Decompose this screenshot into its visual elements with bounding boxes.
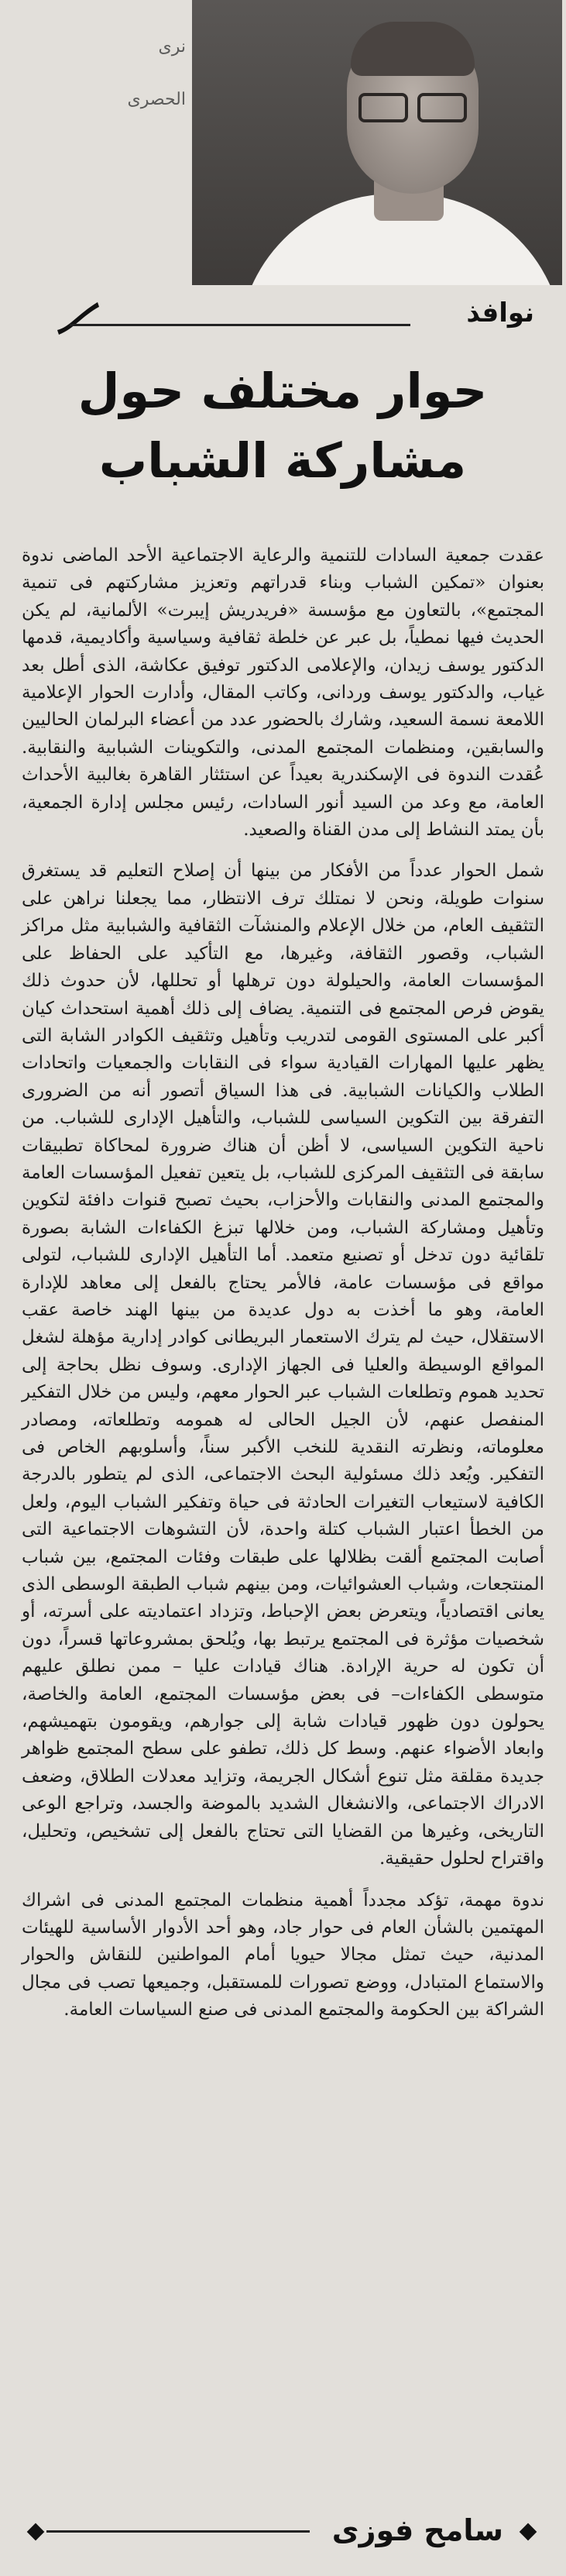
article-body: [22, 542, 544, 2024]
clipped-line: الحصرى: [127, 90, 186, 109]
article-paragraph: ندوة مهمة، تؤكد مجدداً أهمية منظمات المجتمع المدنى فى اشراك المهتمين بالشأن العام فى حوار جاد، وهو أحد الأدوار الأساسية للهيئات المدنية، حيث تمثل مجالا حيويا أمام المواطنين للنقاش والحوار والاستماع المتبادل، ووضع تصورات للمستقبل، وجميعها تصب فى مجال الشراكة بين الحكومة والمجتمع المدنى فى صنع السياسات العامة.: [22, 1890, 544, 2021]
author-byline: [15, 2504, 550, 2558]
author-photo: [192, 0, 562, 285]
photo-hair: [351, 22, 475, 76]
diamond-icon: [27, 2523, 45, 2541]
headline-line-1: حوار مختلف حول: [77, 363, 488, 419]
byline-rule: [46, 2530, 310, 2533]
clipped-line: نرى: [158, 37, 186, 57]
glasses-lens-right: [417, 93, 467, 122]
diamond-icon: [520, 2523, 537, 2541]
author-name: سامح فوزى: [331, 2513, 503, 2547]
headline-line-2: مشاركة الشباب: [98, 432, 467, 489]
swoosh-icon: [54, 299, 101, 335]
glasses-lens-left: [358, 93, 408, 122]
article-headline: [31, 356, 534, 496]
column-tag-rule: [70, 324, 410, 326]
article-paragraph: عقدت جمعية السادات للتنمية والرعاية الاجتماعية الأحد الماضى ندوة بعنوان «تمكين الشباب وبناء قدراتهم وتعزيز مشاركتهم فى تنمية المجتمع»، بالتعاون مع مؤسسة «فريدريش إيبرت» الألمانية، لم يكن الحديث فيها نمطياً، بل عبر عن خلطة ثقافية وسياسية وأكاديمية، قدمها الدكتور يوسف زيدان، والإعلامى الدكتور توفيق عكاشة، الذى أطل بعد غياب، والدكتور يوسف وردانى، وكاتب المقال، وأدارت الحوار الإعلامية اللامعة نسمة السعيد، وشارك بالحضور عدد من أعضاء البرلمان الحاليين والسابقين، ومنظمات المجتمع المدنى، والتكوينات الشبابية والنقابية. عُقدت الندوة فى الإسكندرية بعيداً عن استئثار القاهرة بغالبية الأحداث العامة، مع وعد من السيد أنور السادات، رئيس مجلس إدارة الجمعية، بأن يمتد النشاط إلى مدن القناة والصعيد.: [22, 545, 544, 841]
article-paragraph: شمل الحوار عدداً من الأفكار من بينها أن إصلاح التعليم قد يستغرق سنوات طويلة، ونحن لا نمتلك ترف الانتظار، مما يجعلنا نراهن على التثقيف العام، من خلال الإعلام والمنشآت الثقافية والشبابية مثل مراكز الشباب، وقصور الثقافة، وغيرها، مع التأكيد على الحفاظ على المؤسسات العامة، والحيلولة دون ترهلها أو تحللها، لأن حدوث ذلك يقوض فرص المجتمع فى التنمية. يضاف إلى ذلك أهمية استحداث كيان أكبر على المستوى القومى لتدريب وتأهيل وتثقيف الكوادر الشابة التى يظهر عليها المهارات القيادية سواء فى النقابات والجمعيات واتحادات الطلاب والكيانات الشبابية. فى هذا السياق أتصور أنه من الضرورى التفرقة بين التكوين السياسى للشباب، والتأهيل الإدارى للشباب. من ناحية التكوين السياسى، لا أظن أن هناك ضرورة لمحاكاة تطبيقات سابقة فى التثقيف المركزى للشباب، بل يتعين تفعيل المؤسسات العامة والمجتمع المدنى والنقابات والأحزاب، بحيث تصبح قنوات دافئة لتكوين وتأهيل ومشاركة الشباب، ومن خلالها تبزغ الكفاءات الشابة بصورة تلقائية دون تدخل أو تصنيع متعمد. أما التأهيل الإدارى للشباب، لتولى مواقع فى مؤسسات عامة، فالأمر يحتاج بالفعل إلى معاهد للإدارة العامة، وهو ما أخذت به دول عديدة من بينها الهند خاصة عقب الاستقلال، حيث لم يترك الاستعمار البريطانى كوادر إدارية مؤهلة لشغل المواقع الوسيطة والعليا فى الجهاز الإدارى. وسوف نظل بحاجة إلى تحديد هموم وتطلعات الشباب عبر الحوار معهم، وليس من خلال التفكير المنفصل عنهم، لأن الجيل الحالى له همومه وتطلعاته، ومصادر معلوماته، ونظرته النقدية للنخب الأكبر سناً، وأسلوبهم الخاص فى التفكير. ويُعد ذلك مسئولية البحث الاجتماعى، الذى لم يتطور بالدرجة الكافية لاستيعاب التغيرات الحادثة فى حياة وتفكير الشباب اليوم، ولعل من الخطأ اعتبار الشباب كتلة واحدة، لأن التشوهات الاجتماعية التى أصابت المجتمع ألقت بظلالها على طبقات وفئات المجتمع، بين شباب المنتجعات، وشباب العشوائيات، ومن بينهم شباب الطبقة الوسطى الذى يعانى اقتصادياً، ويتعرض بعض الإحباط، وتزداد اعتماديته على أسرته، أو شخصيات مؤثرة فى المجتمع يرتبط بها، ويُلحق بمشروعاتها قسراً، دون أن تكون له حرية الإرادة. هناك قيادات عليا – ممن نطلق عليهم متوسطى الكفاءات– فى بعض مؤسسات المجتمع، العامة والخاصة، يحولون دون ظهور قيادات شابة إلى جوارهم، ويقومون بتهميشهم، وابعاد الأضواء عنهم. وسط كل ذلك، تطفو على سطح المجتمع ظواهر جديدة مقلقة مثل تنوع أشكال الجريمة، وتزايد معدلات الطلاق، وضعف الادراك الاجتماعى، والانشغال الشديد بالموضة والجسد، وتراجع الوعى التاريخى، وغيرها من القضايا التى تحتاج بالفعل إلى تشخيص، وتحليل، واقتراح لحلول حقيقية.: [22, 861, 544, 1869]
neighbor-column-clipped-text: [8, 8, 186, 139]
column-tag: [15, 293, 550, 339]
photo-glasses: [358, 93, 467, 119]
column-name: نوافذ: [466, 297, 534, 328]
